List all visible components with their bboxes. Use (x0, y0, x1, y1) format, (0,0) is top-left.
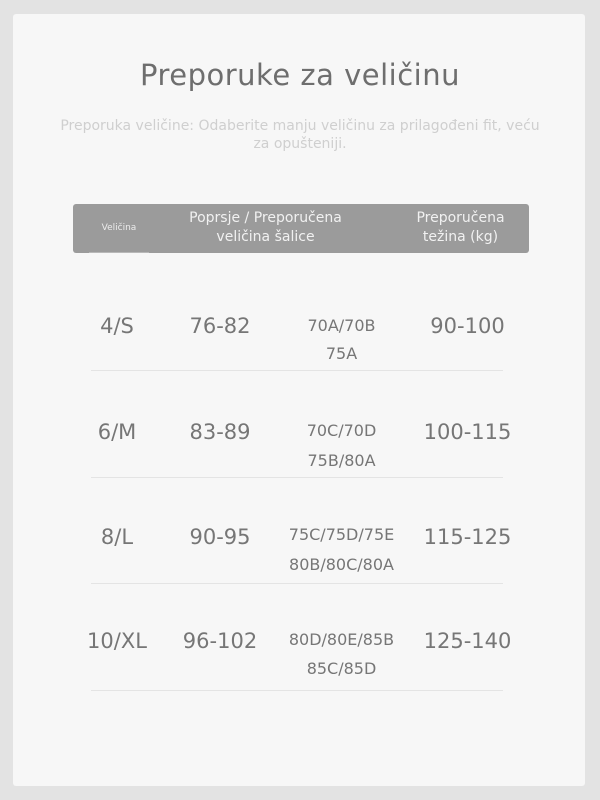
row-divider (91, 477, 503, 478)
page-title: Preporuke za veličinu (140, 58, 460, 92)
row-divider (91, 370, 503, 371)
row-bust: 76-82 (189, 314, 251, 338)
row-cup-line2: 80B/80C/80A (289, 555, 394, 574)
row-divider (91, 583, 503, 584)
row-bust: 90-95 (189, 525, 251, 549)
table-row (0, 629, 600, 734)
row-cup-line1: 70A/70B (307, 316, 376, 335)
row-weight: 115-125 (423, 525, 512, 549)
row-size: 8/L (100, 525, 134, 549)
row-size: 10/XL (87, 629, 147, 653)
table-header (73, 204, 529, 253)
row-weight: 100-115 (423, 420, 512, 444)
row-cup-line1: 80D/80E/85B (288, 630, 395, 649)
row-weight: 90-100 (430, 314, 505, 338)
header-weight: Preporučena težina (kg) (416, 210, 505, 245)
row-cup-line2: 85C/85D (306, 659, 377, 678)
row-cup-line2: 75B/80A (307, 451, 376, 470)
size-advice-subtitle: Preporuka veličine: Odaberite manju veličinu za prilagođeni fit, veću za opušteniji. (60, 118, 540, 152)
table-row (0, 420, 600, 525)
row-size: 4/S (100, 314, 134, 338)
table-row (0, 314, 600, 419)
header-size: Veličina (101, 223, 137, 233)
row-cup-line1: 70C/70D (306, 421, 377, 440)
row-bust: 96-102 (182, 629, 258, 653)
table-row (0, 525, 600, 630)
row-size: 6/M (97, 420, 137, 444)
row-divider (91, 690, 503, 691)
row-cup-line2: 75A (325, 344, 358, 363)
row-cup-line1: 75C/75D/75E (288, 525, 395, 544)
row-bust: 83-89 (189, 420, 251, 444)
header-bust-cup: Poprsje / Preporučena veličina šalice (189, 210, 342, 245)
header-size-underline (89, 252, 149, 253)
row-weight: 125-140 (423, 629, 512, 653)
